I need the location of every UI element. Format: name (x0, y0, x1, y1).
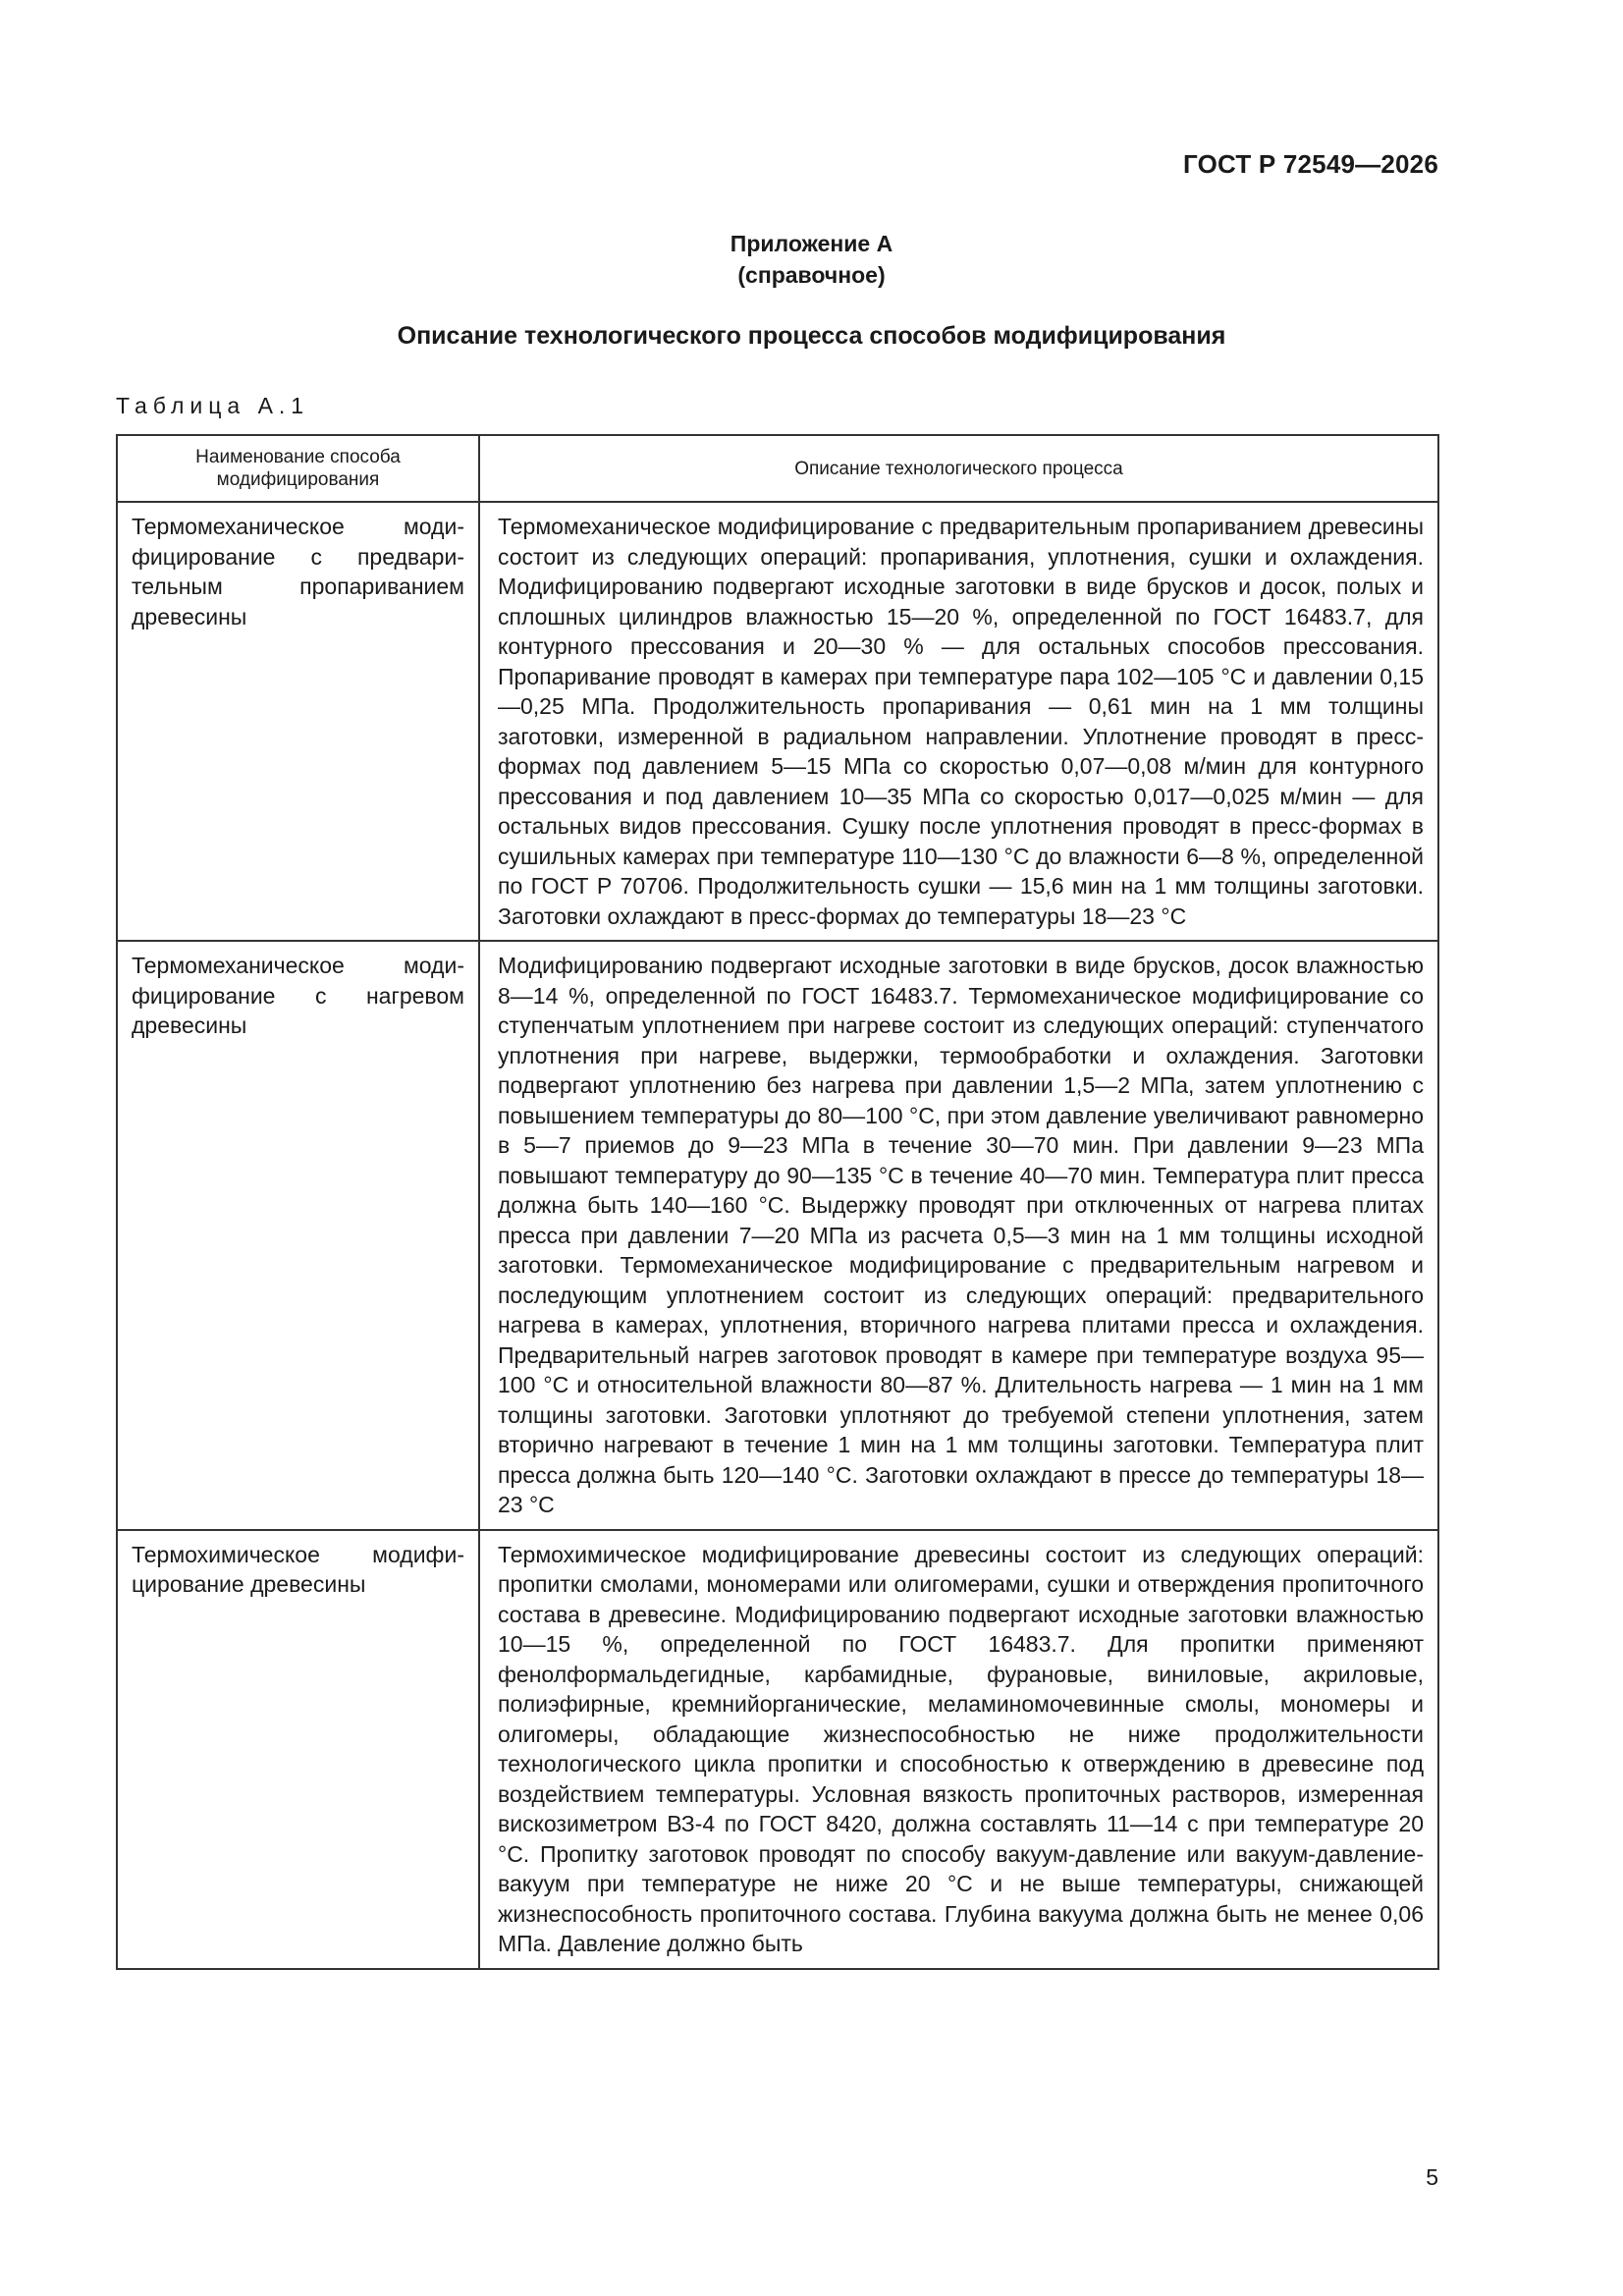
page-number: 5 (1426, 2164, 1438, 2190)
section-title: Описание технологического процесса способов модифицирования (397, 322, 1226, 350)
table-header-row (117, 435, 1438, 502)
table-row (117, 502, 1438, 941)
table-label: Таблица А.1 (116, 393, 310, 418)
table-row (117, 1530, 1438, 1969)
appendix-title: Приложение А (730, 231, 893, 256)
method-cell: Термохимическое модифицирование древесины (117, 1530, 479, 1969)
description-cell: Термомеханическое модифицирование с предварительным пропариванием древесины состоит из следующих операций: пропаривания, уплотнения, сушки и охлаждения. Модифицированию подвергают исходные заготовки в виде брусков и досок, полых и сплошных цилиндров влажностью 15—20 %, определенной по ГОСТ 16483.7, для контурного прессования и 20—30 % — для остальных способов прессования. Пропаривание проводят в камерах при температуре пара 102—105 °С и давлении 0,15—0,25 МПа. Продолжительность пропаривания — 0,61 мин на 1 мм толщины заготовки, измеренной в радиальном направлении. Уплотнение проводят в пресс-формах под давлением 5—15 МПа со скоростью 0,07—0,08 м/мин для контурного прессования и под давлением 10—35 МПа со скоростью 0,017—0,025 м/мин — для остальных видов прессования. Сушку после уплотнения проводят в пресс-формах в сушильных камерах при температуре 110—130 °С до влажности 6—8 %, определенной по ГОСТ Р 70706. Продолжительность сушки — 15,6 мин на 1 мм толщины заготовки. Заготовки охлаждают в пресс-формах до температуры 18—23 °С (479, 502, 1438, 941)
appendix-type: (справочное) (737, 262, 886, 288)
column-header-method: Наименование способа модифицирования (117, 435, 479, 502)
process-table (116, 434, 1439, 1970)
method-cell: Термомеханическое модифицирование с нагревом древесины (117, 941, 479, 1530)
appendix-heading (0, 228, 1623, 291)
method-cell: Термомеханическое модифицирование с предварительным пропариванием древесины (117, 502, 479, 941)
document-code: ГОСТ Р 72549—2026 (1183, 149, 1438, 179)
description-cell: Термохимическое модифицирование древесины состоит из следующих операций: пропитки смолами, мономерами или олигомерами, сушки и отверждения пропиточного состава в древесине. Модифицированию подвергают исходные заготовки влажностью 10—15 %, определенной по ГОСТ 16483.7. Для пропитки применяют фенолформальдегидные, карбамидные, фурановые, виниловые, акриловые, полиэфирные, кремнийорганические, меламиномочевинные смолы, мономеры и олигомеры, обладающие жизнеспособностью не ниже продолжительности технологического цикла пропитки и способностью к отверждению в древесине под воздействием температуры. Условная вязкость пропиточных растворов, измеренная вискозиметром ВЗ-4 по ГОСТ 8420, должна составлять 11—14 с при температуре 20 °С. Пропитку заготовок проводят по способу вакуум-давление или вакуум-давление-вакуум при температуре не ниже 20 °С и не выше температуры, снижающей жизнеспособность пропиточного состава. Глубина вакуума должна быть не менее 0,06 МПа. Давление должно быть (479, 1530, 1438, 1969)
table-row (117, 941, 1438, 1530)
column-header-description: Описание технологического процесса (479, 435, 1438, 502)
description-cell: Модифицированию подвергают исходные заготовки в виде брусков, досок влажностью 8—14 %, определенной по ГОСТ 16483.7. Термомеханическое модифицирование со ступенчатым уплотнением при нагреве состоит из следующих операций: ступенчатого уплотнения при нагреве, выдержки, термообработки и охлаждения. Заготовки подвергают уплотнению без нагрева при давлении 1,5—2 МПа, затем уплотнению с повышением температуры до 80—100 °С, при этом давление увеличивают равномерно в 5—7 приемов до 9—23 МПа в течение 30—70 мин. При давлении 9—23 МПа повышают температуру до 90—135 °С в течение 40—70 мин. Температура плит пресса должна быть 140—160 °С. Выдержку проводят при отключенных от нагрева плитах пресса при давлении 7—20 МПа из расчета 0,5—3 мин на 1 мм толщины исходной заготовки. Термомеханическое модифицирование с предварительным нагревом и последующим уплотнением состоит из следующих операций: предварительного нагрева в камерах, уплотнения, вторичного нагрева плитами пресса и охлаждения. Предварительный нагрев заготовок проводят в камере при температуре воздуха 95—100 °С и относительной влажности 80—87 %. Длительность нагрева — 1 мин на 1 мм толщины заготовки. Заготовки уплотняют до требуемой степени уплотнения, затем вторично нагревают в течение 1 мин на 1 мм толщины заготовки. Температура плит пресса должна быть 120—140 °С. Заготовки охлаждают в прессе до температуры 18—23 °С (479, 941, 1438, 1530)
